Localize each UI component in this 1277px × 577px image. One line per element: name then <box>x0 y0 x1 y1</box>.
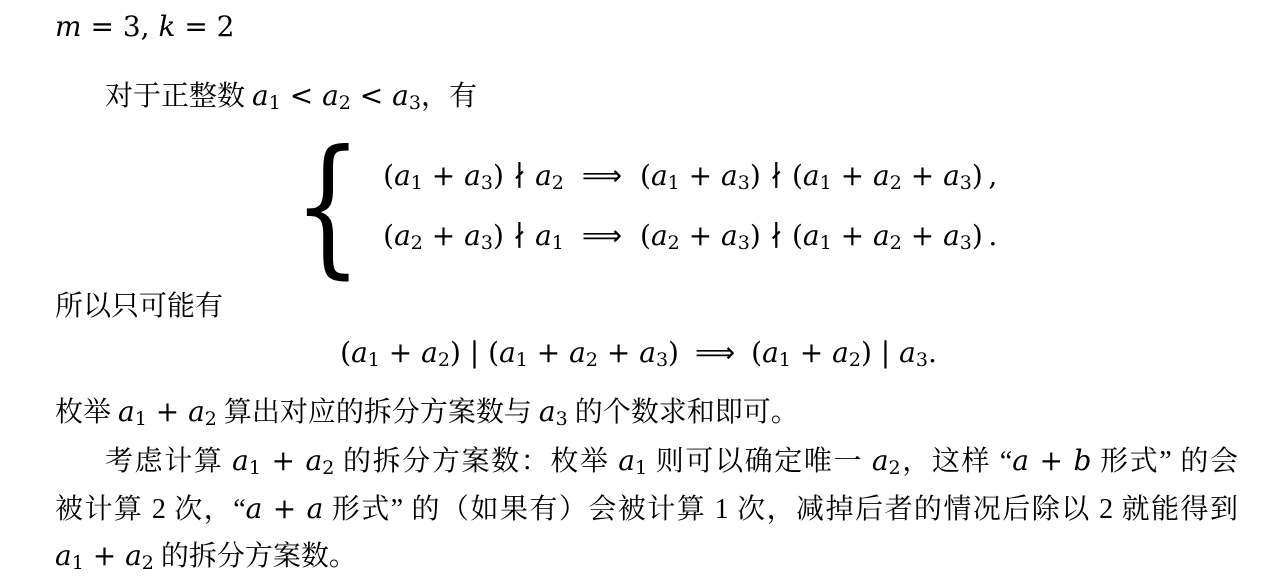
counted-twice-line <box>55 492 1238 527</box>
text-run: ，有 <box>420 81 477 112</box>
text-run: ，这样 “ <box>900 446 1013 477</box>
display-eq-lhs: $(a_1 + a_2)$ | $(a_1 + a_2 + a_3)$ <box>340 336 679 372</box>
math-run: $a_1$ <box>618 444 648 480</box>
display-eq-rhs: $(a_1 + a_2)$ | $a_3$. <box>751 336 937 372</box>
consider-count-line <box>105 444 1238 479</box>
text-run: 则可以确定唯一 <box>647 446 872 477</box>
text-run: 形式” 的（如果有）会被计算 1 次，减掉后者的情况后除以 2 就能得到 <box>323 494 1238 525</box>
text-run: 被计算 2 次，“ <box>55 494 246 525</box>
math-run: $a_1 + a_2$ <box>232 444 335 480</box>
text-run: 考虑计算 <box>105 446 233 477</box>
title-math-line: m = 3, k = 2 <box>55 10 235 43</box>
math-run: $a_2$ <box>871 444 901 480</box>
text-run: 的拆分方案数。 <box>153 541 357 572</box>
math-run: $a_3$ <box>538 395 568 431</box>
cases-row2-lhs: $(a_2 + a_3)$ ∤ $a_1$ <box>383 219 564 255</box>
text-run: 枚举 <box>55 397 119 428</box>
cases-row1-lhs: $(a_1 + a_3)$ ∤ $a_2$ <box>383 159 564 195</box>
final-line <box>55 539 357 574</box>
divides-display-equation <box>0 336 1277 370</box>
cases-row2-rhs: $(a_2 + a_3)$ ∤ $(a_1 + a_2 + a_3)$ . <box>640 219 998 255</box>
enumerate-sum-line <box>55 395 799 430</box>
math-run: $a_1 < a_2 < a_3$ <box>252 79 421 115</box>
math-run: a + a <box>245 492 324 525</box>
implies-arrow: ⟹ <box>694 336 736 369</box>
math-run: a + b <box>1012 444 1092 477</box>
cases-rows <box>383 159 998 255</box>
text-run: 的拆分方案数：枚举 <box>334 446 619 477</box>
cases-row1-rhs: $(a_1 + a_3)$ ∤ $(a_1 + a_2 + a_3)$ , <box>640 159 998 195</box>
so-only-possible-line: 所以只可能有 <box>55 291 224 322</box>
cases-equation-inner <box>280 119 998 293</box>
text-run: 的个数求和即可。 <box>567 397 799 428</box>
implies-arrow: ⟹ <box>581 159 623 193</box>
left-curly-brace: { <box>293 119 362 293</box>
intro-paragraph <box>105 79 477 114</box>
text-run: 形式” 的会 <box>1091 446 1238 477</box>
text-run: 算出对应的拆分方案数与 <box>216 397 539 428</box>
math-run: $a_1 + a_2$ <box>55 539 154 575</box>
implies-arrow: ⟹ <box>581 219 623 252</box>
cases-equation-block <box>0 119 1277 293</box>
text-run: 对于正整数 <box>105 81 253 112</box>
math-run: $a_1 + a_2$ <box>118 395 217 431</box>
